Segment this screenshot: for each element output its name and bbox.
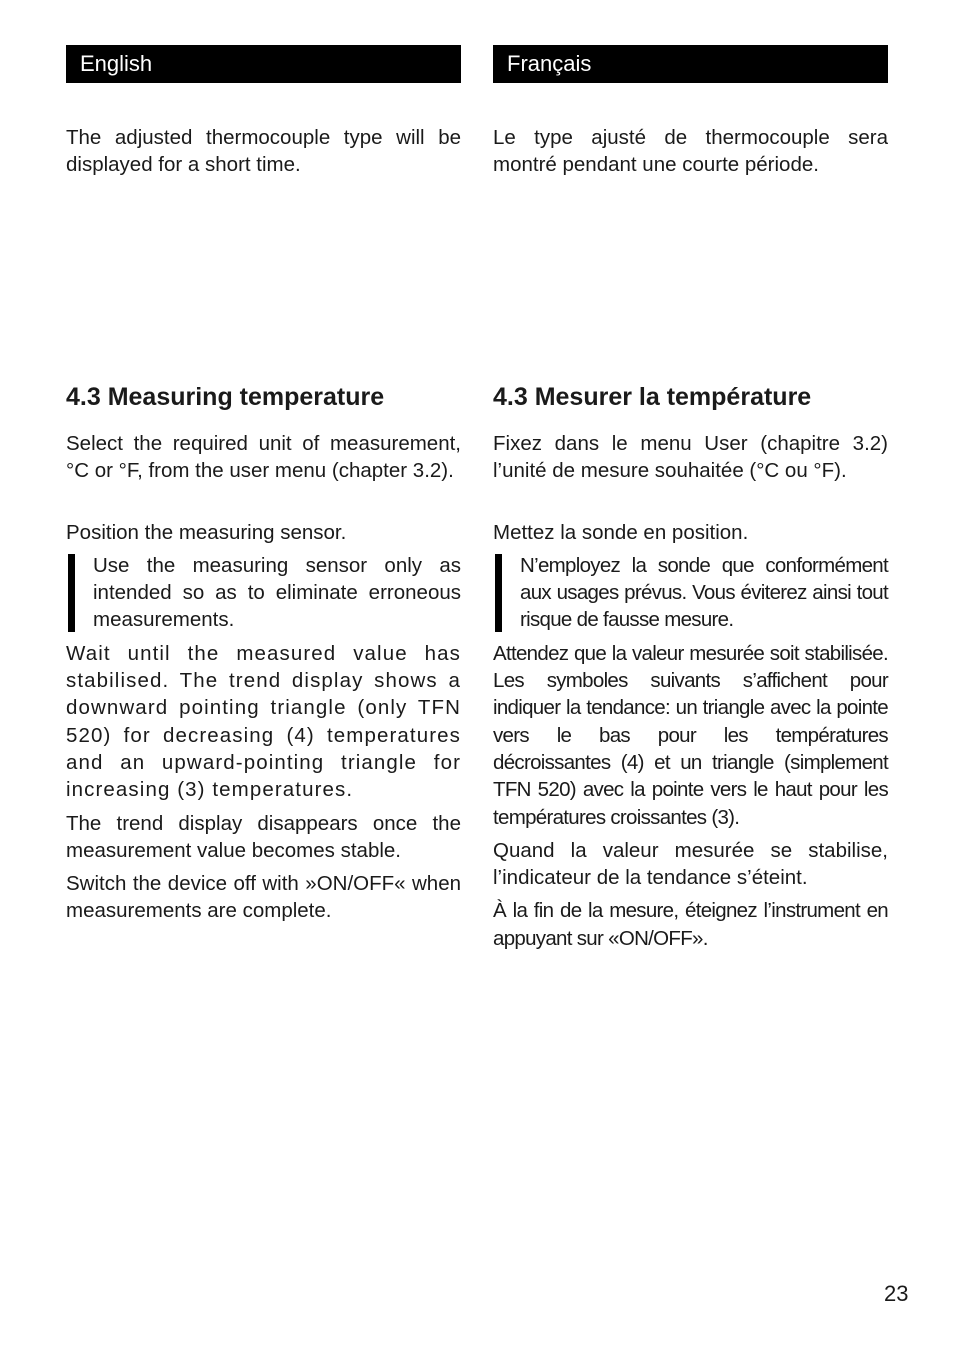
paragraph-trend-disappears: Quand la valeur mesurée se stabilise, l’indicateur de la tendance s’éteint. — [493, 838, 888, 890]
section-mesurer-temperature — [493, 380, 888, 952]
note-block — [493, 552, 888, 634]
page-number: 23 — [884, 1281, 909, 1306]
intro-text: The adjusted thermocouple type will be displayed for a short time. — [66, 126, 461, 177]
paragraph-unit-selection: Select the required unit of measurement, °C or °F, from the user menu (chapter 3.2). — [66, 432, 461, 483]
note-text: Use the measuring sensor only as intended so as to eliminate erroneous measurements. — [93, 553, 461, 632]
note-text: N’employez la sonde que conformément aux usages prévus. Vous éviterez ainsi tout risque de fausse mesure. — [520, 553, 888, 632]
section-heading: 4.3 Measuring temperature — [66, 383, 385, 411]
paragraph-trend-disappears: The trend display disappears once the measurement value becomes stable. — [66, 811, 461, 862]
note-bar — [68, 554, 75, 632]
note-bar — [495, 554, 502, 632]
language-header-english: English — [66, 45, 461, 83]
paragraph-switch-off: Switch the device off with »ON/OFF« when measurements are complete. — [66, 872, 461, 923]
intro-text: Le type ajusté de thermocouple sera montré pendant une courte période. — [493, 126, 888, 177]
paragraph-trend-display: Attendez que la valeur mesurée soit stabilisée. Les symboles suivants s’affichent pour indiquer la tendance: un triangle avec la pointe vers le bas pour les températures décroissantes (4) et un triangle (simplement TFN 520) avec la pointe vers le haut pour les températures croissantes (3). — [493, 641, 888, 829]
paragraph-position-sensor: Mettez la sonde en position. — [493, 520, 749, 544]
paragraph-trend-display: Wait until the measured value has stabilised. The trend display shows a downward pointing triangle (only TFN 520) for decreasing (4) temperatures and an upward-pointing triangle for increasing (3) temperatures. — [66, 641, 461, 802]
paragraph-switch-off: À la fin de la mesure, éteignez l’instrument en appuyant sur «ON/OFF». — [493, 899, 888, 950]
section-heading: 4.3 Mesurer la température — [493, 383, 812, 411]
french-column — [493, 45, 888, 950]
paragraph-unit-selection: Fixez dans le menu User (chapitre 3.2) l’unité de mesure souhaitée (°C ou °F). — [493, 432, 888, 483]
language-header-french: Français — [493, 45, 888, 83]
english-column — [66, 45, 461, 923]
note-block — [66, 552, 461, 634]
paragraph-position-sensor: Position the measuring sensor. — [66, 520, 347, 544]
section-measuring-temperature — [66, 380, 461, 925]
